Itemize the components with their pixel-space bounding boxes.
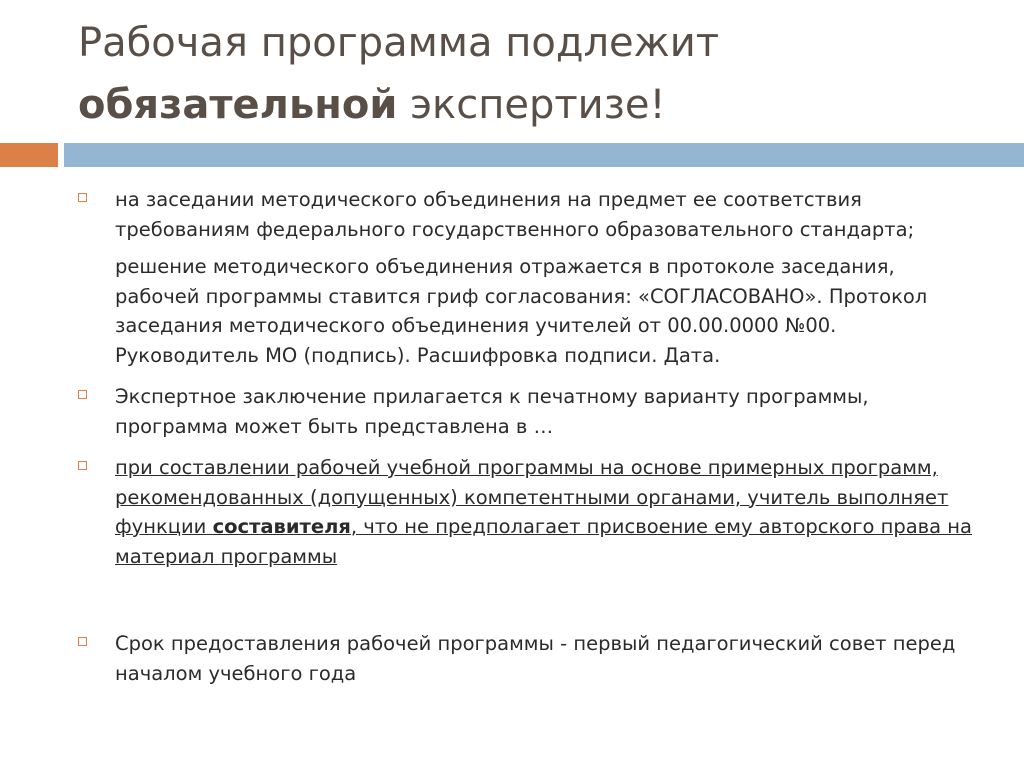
list-item xyxy=(78,382,978,441)
list-item-continuation xyxy=(78,252,978,370)
slide-title xyxy=(78,12,978,136)
title-rest: экспертизе! xyxy=(397,82,666,128)
list-item xyxy=(78,629,978,688)
hollow-square-bullet-icon xyxy=(78,193,87,202)
list-item-text-underlined xyxy=(115,453,978,571)
accent-bar-orange xyxy=(0,143,58,167)
list-item-text: решение методического объединения отражается в протоколе заседания, рабочей программы ставится гриф согласования: «СОГЛАСОВАНО». Протокол заседания методического объединения учителей от 00.00.0000 №00. Руководитель МО (подпись). Расшифровка подписи. Дата. xyxy=(115,255,928,367)
list-item xyxy=(78,185,978,244)
list-item-bold-word: составителя xyxy=(212,515,351,538)
slide-content xyxy=(78,185,978,688)
list-item-text-part: при составлении рабочей учебной программы на основе примерных программ, рекомендованных (допущенных) компетентными органами, учитель выполняет функции xyxy=(115,456,949,538)
hollow-square-bullet-icon xyxy=(78,637,87,646)
title-bold-word: обязательной xyxy=(78,82,398,128)
hollow-square-bullet-icon xyxy=(78,461,87,470)
accent-bar-blue xyxy=(64,143,1024,167)
title-line-1: Рабочая программа подлежит xyxy=(78,20,719,66)
list-item-text: на заседании методического объединения на предмет ее соответствия требованиям федерального государственного образовательного стандарта; xyxy=(115,188,915,241)
list-item xyxy=(78,453,978,571)
list-item-text: Срок предоставления рабочей программы - первый педагогический совет перед началом учебного года xyxy=(115,632,956,685)
list-item-text-part: , что не предполагает присвоение ему авторского права на материал программы xyxy=(115,515,973,568)
list-item-text: Экспертное заключение прилагается к печатному варианту программы, программа может быть представлена в … xyxy=(115,385,869,438)
hollow-square-bullet-icon xyxy=(78,390,87,399)
